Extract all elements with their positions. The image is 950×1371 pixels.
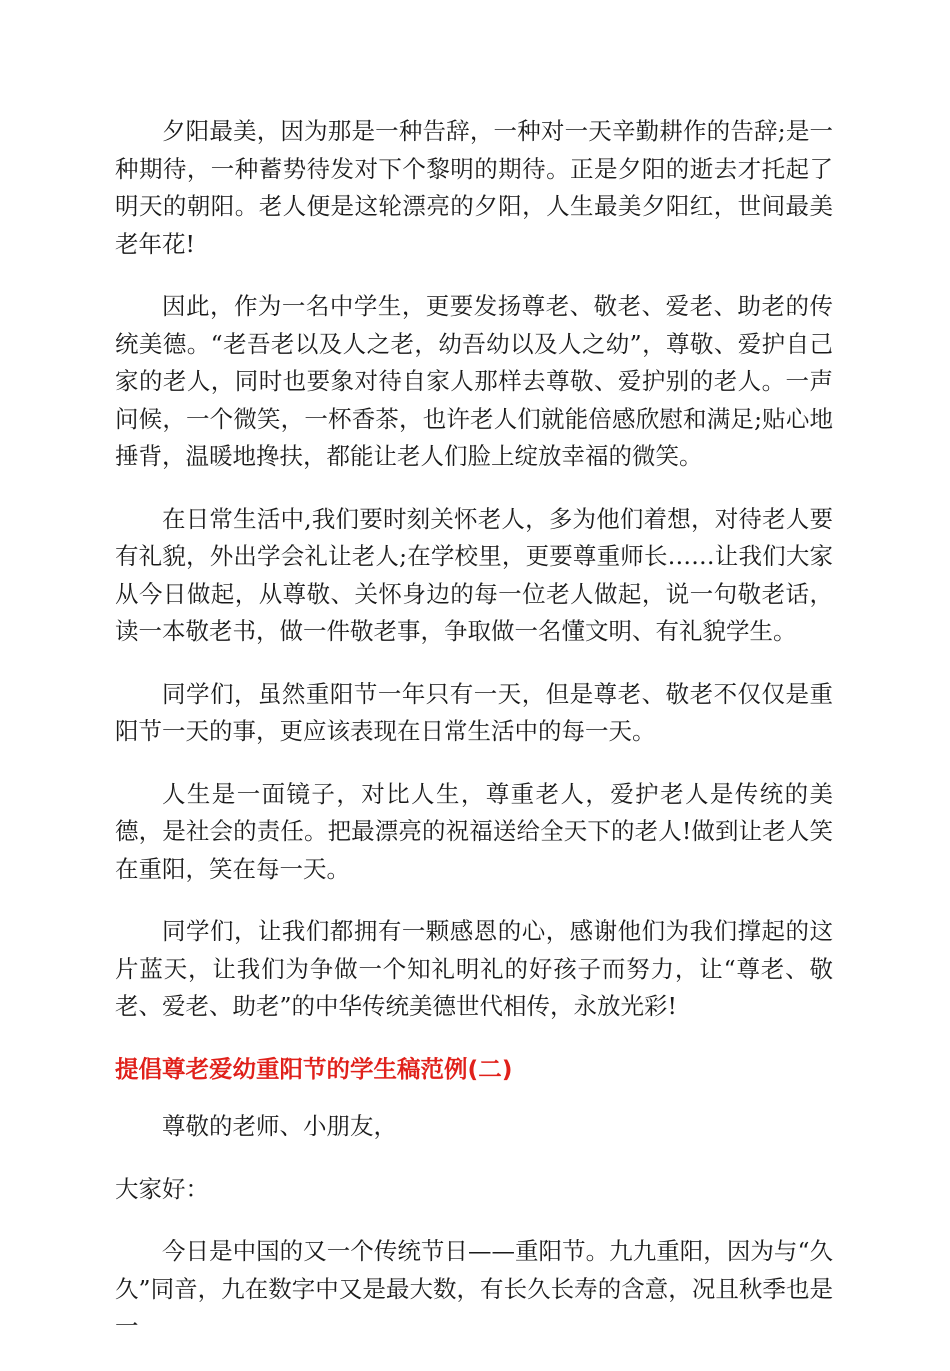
- paragraph-gratitude: 同学们，让我们都拥有一颗感恩的心，感谢他们为我们撑起的这片蓝天，让我们为争做一个知礼明礼的好孩子而努力，让“尊老、敬老、爱老、助老”的中华传统美德世代相传，永放光彩!: [115, 917, 833, 1020]
- paragraph-sunset: 夕阳最美，因为那是一种告辞，一种对一天辛勤耕作的告辞;是一种期待，一种蓄势待发对下个黎明的期待。正是夕阳的逝去才托起了明天的朝阳。老人便是这轮漂亮的夕阳，人生最美夕阳红，世间最美老年花!: [115, 117, 833, 258]
- paragraph-festival-intro: 今日是中国的又一个传统节日——重阳节。九九重阳，因为与“久久”同音，九在数字中又是最大数，有长久长寿的含意，况且秋季也是一: [115, 1237, 833, 1340]
- paragraph-mirror: 人生是一面镜子，对比人生，尊重老人，爱护老人是传统的美德，是社会的责任。把最漂亮的祝福送给全天下的老人!做到让老人笑在重阳，笑在每一天。: [115, 779, 833, 883]
- paragraph-daily-life: 在日常生活中,我们要时刻关怀老人，多为他们着想，对待老人要有礼貌，外出学会礼让老人;在学校里，更要尊重师长……让我们大家从今日做起，从尊敬、关怀身边的每一位老人做起，说一句敬老话，读一本敬老书，做一件敬老事，争取做一名懂文明、有礼貌学生。: [115, 504, 833, 645]
- greeting: 大家好：: [115, 1174, 209, 1203]
- paragraph-every-day: 同学们，虽然重阳节一年只有一天，但是尊老、敬老不仅仅是重阳节一天的事，更应该表现在日常生活中的每一天。: [115, 679, 833, 745]
- paragraph-virtue: 因此，作为一名中学生，更要发扬尊老、敬老、爱老、助老的传统美德。“老吾老以及人之老，幼吾幼以及人之幼”，尊敬、爱护自己家的老人，同时也要象对待自家人那样去尊敬、爱护别的老人。一声问候，一个微笑，一杯香茶，也许老人们就能倍感欣慰和满足;贴心地捶背，温暖地搀扶，都能让老人们脸上绽放幸福的微笑。: [115, 292, 833, 470]
- document-body: [115, 113, 833, 1371]
- section-heading: 提倡尊老爱幼重阳节的学生稿范例(二): [115, 1054, 513, 1083]
- salutation: 尊敬的老师、小朋友，: [162, 1112, 397, 1140]
